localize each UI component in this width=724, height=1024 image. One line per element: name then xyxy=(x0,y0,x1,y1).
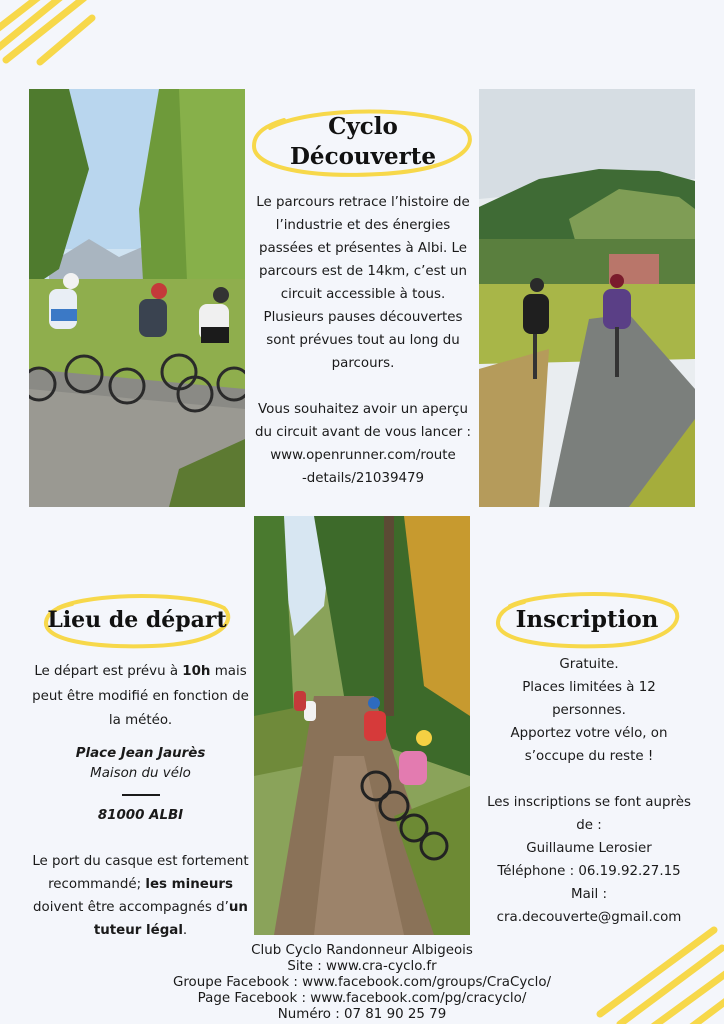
photo-cyclists-road xyxy=(29,89,245,507)
footer-site-link[interactable]: Site : www.cra-cyclo.fr xyxy=(287,959,437,974)
photo-vineyard-road xyxy=(479,89,695,507)
footer-phone: Numéro : 07 81 90 25 79 xyxy=(277,1007,447,1022)
contact-name: Guillaume Lerosier xyxy=(526,841,652,856)
intro-text-block xyxy=(250,191,476,490)
footer-facebook-page-link[interactable]: Page Facebook : www.facebook.com/pg/cracyclo/ xyxy=(197,991,527,1006)
lieu-text-block xyxy=(29,660,252,942)
title-badge-inscription xyxy=(494,590,680,648)
title-lieu-depart: Lieu de départ xyxy=(47,607,227,633)
helmet-notice: Le port du casque est fortement recommandé; les mineurs doivent être accompagnés d’un tuteur légal. xyxy=(32,853,249,938)
contact-phone: Téléphone : 06.19.92.27.15 xyxy=(497,864,681,879)
title-cyclo-line1: Cyclo xyxy=(328,113,398,140)
divider xyxy=(122,794,160,796)
footer-club-info xyxy=(140,943,584,1023)
title-cyclo-line2: Découverte xyxy=(289,143,437,170)
lieu-place: Place Jean Jaurès xyxy=(75,745,206,761)
yellow-brush-decoration-top-left xyxy=(0,0,100,70)
lieu-start-info: Le départ est prévu à 10h mais peut être modifié en fonction de la météo. xyxy=(32,664,249,728)
openrunner-link-part2[interactable]: -details/21039479 xyxy=(301,471,425,486)
inscription-places: Places limitées à 12 personnes. xyxy=(522,680,656,718)
lieu-maison: Maison du vélo xyxy=(90,765,191,781)
inscription-contact-intro: Les inscriptions se font auprès de : xyxy=(487,795,691,833)
yellow-brush-decoration-bottom-right xyxy=(594,914,724,1024)
photo-family-forest-path xyxy=(254,516,470,935)
contact-mail-label: Mail : xyxy=(571,887,607,902)
inscription-price: Gratuite. xyxy=(559,657,619,672)
inscription-bike: Apportez votre vélo, on s’occupe du reste ! xyxy=(510,726,668,764)
title-badge-lieu-depart xyxy=(42,592,232,648)
intro-paragraph-2: Vous souhaitez avoir un aperçu du circuit avant de vous lancer : xyxy=(254,402,472,440)
intro-paragraph-1: Le parcours retrace l’histoire de l’industrie et des énergies passées et présentes à Albi. Le parcours est de 14km, c’est un circuit accessible à tous. Plusieurs pauses découvertes sont prévues tout au long du parcours. xyxy=(256,195,470,371)
lieu-city: 81000 ALBI xyxy=(97,807,184,823)
inscription-text-block xyxy=(485,653,693,929)
title-badge-cyclo-decouverte xyxy=(250,106,476,178)
start-time: 10h xyxy=(182,664,211,679)
contact-email[interactable]: cra.decouverte@gmail.com xyxy=(496,910,682,925)
footer-facebook-group-link[interactable]: Groupe Facebook : www.facebook.com/groups/CraCyclo/ xyxy=(172,975,552,990)
footer-club-name: Club Cyclo Randonneur Albigeois xyxy=(251,943,473,958)
openrunner-link-part1[interactable]: www.openrunner.com/route xyxy=(270,448,456,463)
title-inscription: Inscription xyxy=(515,605,659,633)
